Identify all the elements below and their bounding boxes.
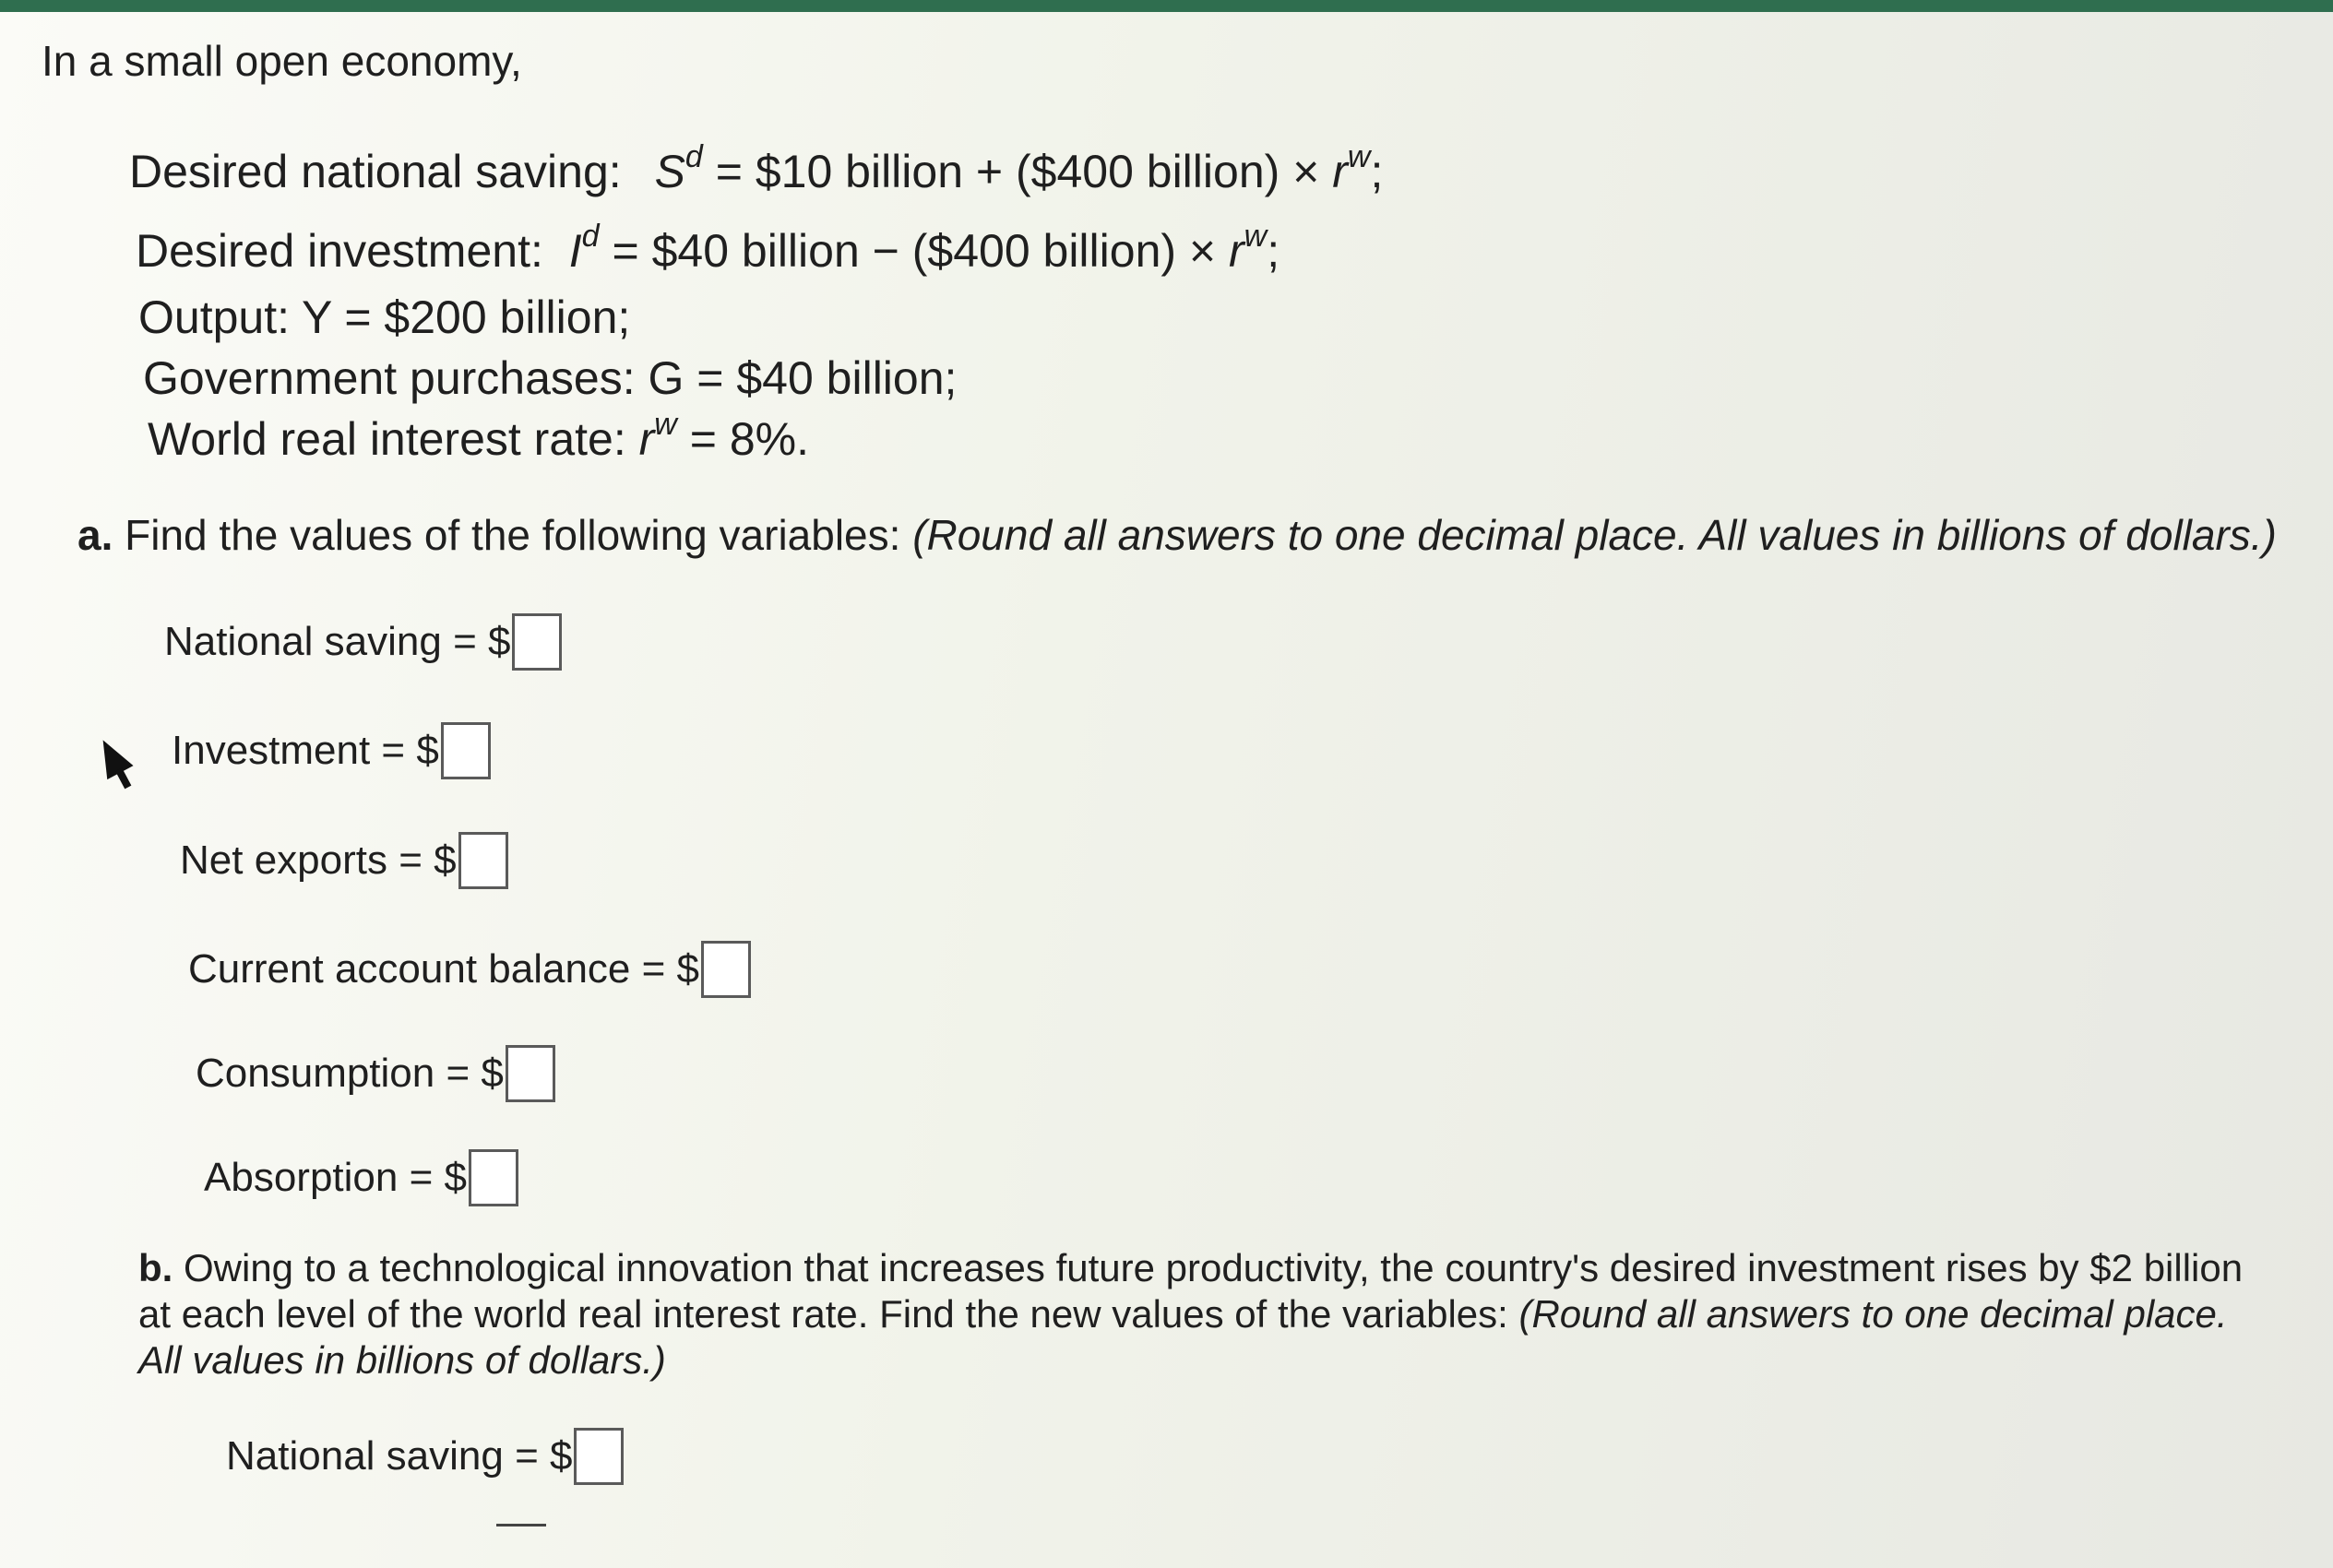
investment-input[interactable] (441, 722, 491, 779)
national-saving-label: National saving = $ (164, 619, 511, 664)
part-b-note: (Round all answers to one decimal place. All values in billions of dollars.) (138, 1292, 2228, 1382)
net-exports-input[interactable] (458, 832, 508, 889)
saving-rsup: w (1347, 139, 1371, 174)
world-r: r (638, 413, 655, 465)
saving-symbol: S (654, 146, 685, 197)
current-account-label: Current account balance = $ (188, 946, 700, 992)
consumption-input[interactable] (506, 1045, 555, 1102)
world-label: World real interest rate: (148, 413, 639, 465)
national-saving-input[interactable] (512, 613, 562, 671)
investment-answer-label: Investment = $ (172, 728, 439, 773)
part-a-prompt (77, 509, 2277, 561)
saving-sup: d (684, 139, 703, 174)
national-saving-row (164, 613, 562, 671)
investment-row (172, 722, 491, 779)
investment-end: ; (1267, 225, 1280, 277)
b-national-saving-label: National saving = $ (226, 1433, 573, 1479)
part-a-marker: a. (77, 511, 113, 559)
net-exports-label: Net exports = $ (180, 837, 457, 883)
current-account-row (188, 941, 751, 998)
saving-end: ; (1370, 146, 1384, 197)
part-a-note: (Round all answers to one decimal place. All values in billions of dollars.) (912, 511, 2277, 559)
gov-equation: Government purchases: G = $40 billion; (143, 352, 958, 404)
investment-rsup: w (1244, 219, 1268, 254)
saving-r: r (1332, 146, 1348, 197)
part-b-prompt (138, 1245, 2260, 1384)
world-rsup: w (654, 407, 677, 442)
investment-sup: d (581, 219, 600, 254)
part-b-text: Owing to a technological innovation that increases future productivity, the country's desired investment rises by $2 billion at each level of the world real interest rate. Find the new values of the variables: (138, 1246, 2244, 1336)
intro-text: In a small open economy, (42, 37, 522, 85)
current-account-input[interactable] (701, 941, 751, 998)
b-national-saving-input[interactable] (574, 1428, 624, 1485)
top-bar (0, 0, 2333, 12)
absorption-label: Absorption = $ (204, 1155, 467, 1200)
part-b-marker: b. (138, 1246, 173, 1289)
investment-label: Desired investment: (136, 225, 543, 277)
consumption-label: Consumption = $ (196, 1051, 504, 1096)
net-exports-row (180, 832, 508, 889)
saving-label: Desired national saving: (129, 146, 622, 197)
b-national-saving-row (226, 1428, 624, 1485)
investment-symbol: I (568, 225, 582, 277)
investment-equation (136, 219, 1280, 277)
world-rhs: = 8%. (676, 413, 809, 465)
investment-rhs: = $40 billion − ($400 billion) × (612, 225, 1230, 277)
saving-equation (129, 139, 1384, 197)
absorption-input[interactable] (469, 1149, 518, 1206)
part-a-text: Find the values of the following variables: (113, 511, 913, 559)
output-equation: Output: Y = $200 billion; (138, 291, 631, 343)
world-rate-equation (148, 407, 809, 465)
consumption-row (196, 1045, 555, 1102)
saving-rhs: = $10 billion + ($400 billion) × (715, 146, 1333, 197)
absorption-row (204, 1149, 518, 1206)
partial-divider (496, 1524, 546, 1526)
investment-r: r (1229, 225, 1244, 277)
